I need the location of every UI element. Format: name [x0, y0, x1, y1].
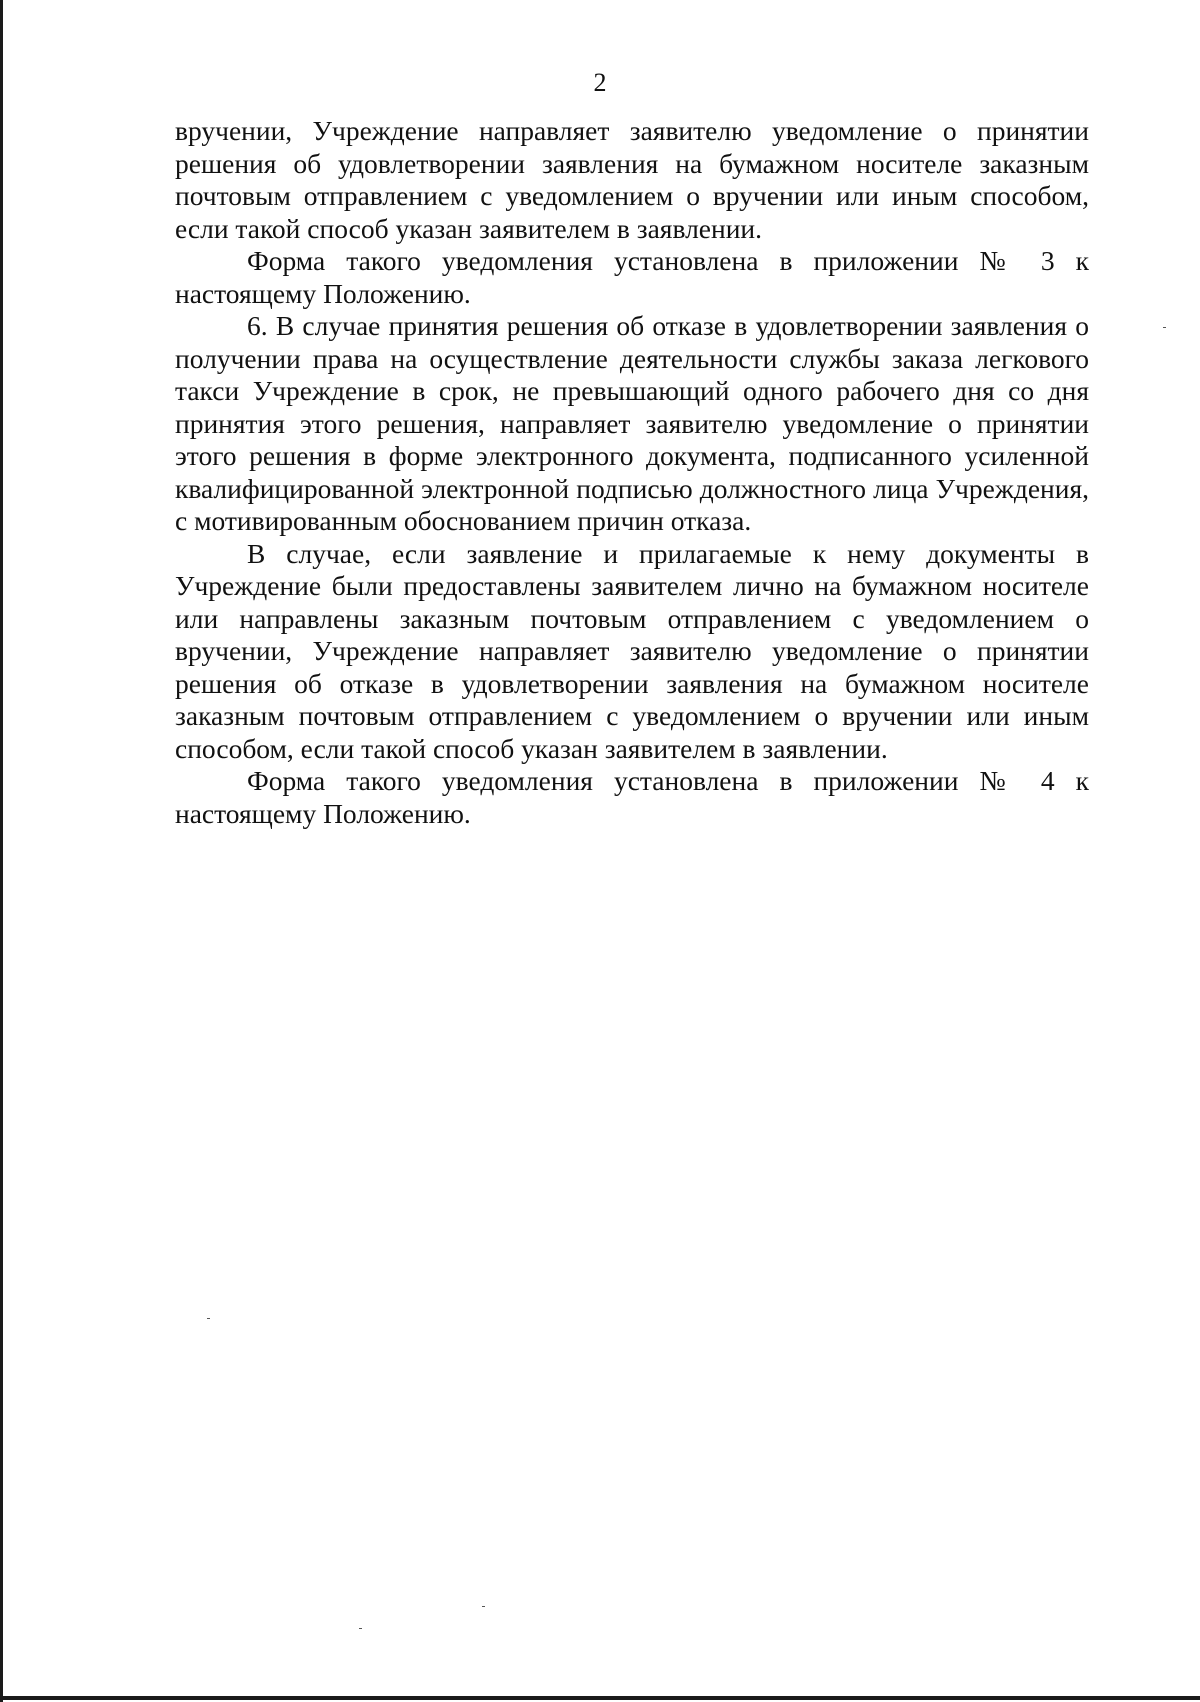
scan-left-edge	[0, 0, 3, 1702]
scan-speck	[359, 1628, 362, 1629]
paragraph-continuation: вручении, Учреждение направляет заявителю уведомление о принятии решения об удовлетворении заявления на бумажном носителе заказным почтовым отправлением с уведомлением о вручении или иным способом, если такой способ указан заявителем в заявлении.	[175, 115, 1089, 244]
page-number: 2	[593, 68, 607, 97]
paragraph-paper-notification: В случае, если заявление и прилагаемые к нему документы в Учреждение были предоставлены заявителем лично на бумажном носителе или направлены заказным почтовым отправлением с уведомлением о вручении, Учреждение направляет заявителю уведомление о принятии решения об отказе в удовлетворении заявления на бумажном носителе заказным почтовым отправлением с уведомлением о вручении или иным способом, если такой способ указан заявителем в заявлении.	[175, 537, 1089, 764]
paragraph-form-reference-4: Форма такого уведомления установлена в приложении № 4 к настоящему Положению.	[175, 765, 1089, 829]
paragraph-form-reference-3: Форма такого уведомления установлена в приложении № 3 к настоящему Положению.	[175, 245, 1089, 309]
paragraph-item-6: 6. В случае принятия решения об отказе в удовлетворении заявления о получении права на осуществление деятельности службы заказа легкового такси Учреждение в срок, не превышающий одного рабочего дня со дня принятия этого решения, направляет заявителю уведомление о принятии этого решения в форме электронного документа, подписанного усиленной квалифицированной электронной подписью должностного лица Учреждения, с мотивированным обоснованием причин отказа.	[175, 310, 1089, 536]
document-body	[175, 115, 1089, 830]
scan-speck	[1163, 327, 1166, 328]
scan-speck	[207, 1318, 210, 1319]
scan-bottom-edge	[0, 1696, 1200, 1700]
scan-speck	[482, 1606, 485, 1607]
